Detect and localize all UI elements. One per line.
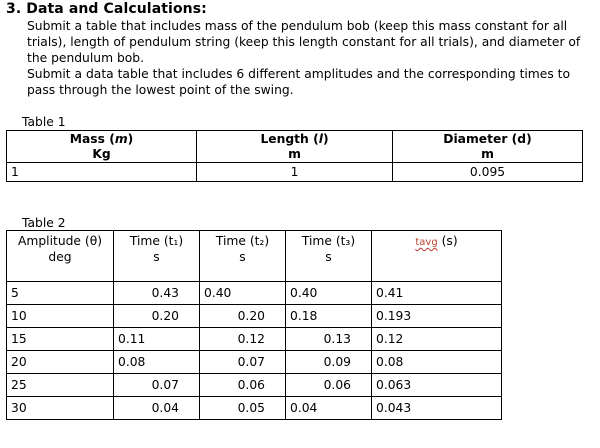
tavg-cell: 0.08 [372,351,502,374]
table2-header-row [7,231,502,282]
time3-header-unit: s [325,250,332,264]
amplitude-header-unit: deg [48,250,72,264]
time2-header-label: Time (t₂) [215,234,270,248]
time3-cell: 0.13 [286,328,372,351]
table-row [7,328,502,351]
time1-header [114,231,200,282]
length-header-label: Length ( [260,132,319,146]
table-row [7,282,502,305]
section-heading: 3. Data and Calculations: [6,1,207,17]
mass-value: 1 [7,163,197,182]
table-row [7,374,502,397]
time2-header [200,231,286,282]
amplitude-cell: 30 [7,397,114,420]
tavg-symbol: tavg [415,237,438,248]
time1-cell: 0.07 [114,374,200,397]
amplitude-cell: 20 [7,351,114,374]
diameter-header-label: Diameter (d) [443,132,532,146]
amplitude-cell: 25 [7,374,114,397]
time3-header [286,231,372,282]
table-2 [6,230,502,420]
mass-header-label: Mass ( [69,132,115,146]
table-row [7,351,502,374]
table-1 [6,130,583,182]
time1-cell: 0.08 [114,351,200,374]
time3-cell: 0.04 [286,397,372,420]
amplitude-cell: 5 [7,282,114,305]
time3-cell: 0.18 [286,305,372,328]
tavg-cell: 0.043 [372,397,502,420]
diameter-header-unit: m [481,147,494,161]
time2-cell: 0.12 [200,328,286,351]
table-row [7,397,502,420]
tavg-unit: (s) [441,234,458,248]
time3-cell: 0.40 [286,282,372,305]
length-header-unit: m [288,147,301,161]
amplitude-header [7,231,114,282]
amplitude-header-label: Amplitude (θ) [17,234,103,248]
time3-header-label: Time (t₃) [301,234,356,248]
tavg-cell: 0.41 [372,282,502,305]
tavg-cell: 0.063 [372,374,502,397]
time1-cell: 0.04 [114,397,200,420]
time1-header-unit: s [153,250,160,264]
time2-cell: 0.07 [200,351,286,374]
mass-header [7,131,197,163]
time2-cell: 0.40 [200,282,286,305]
mass-header-close: ) [127,132,134,146]
tavg-cell: 0.12 [372,328,502,351]
time3-cell: 0.06 [286,374,372,397]
time1-cell: 0.11 [114,328,200,351]
diameter-value: 0.095 [393,163,583,182]
length-value: 1 [197,163,393,182]
table1-data-row [7,163,583,182]
time2-cell: 0.06 [200,374,286,397]
table1-caption: Table 1 [22,115,66,129]
mass-header-unit: Kg [92,147,111,161]
instruction-paragraph-1: Submit a table that includes mass of the pendulum bob (keep this mass constant for all trials), length of pendulum string (keep this length constant for all trials), and diameter of the pendulum bob. [27,19,581,65]
time1-cell: 0.20 [114,305,200,328]
tavg-cell: 0.193 [372,305,502,328]
time2-header-unit: s [239,250,246,264]
length-header-close: ) [322,132,329,146]
table2-caption: Table 2 [22,216,66,230]
time1-header-label: Time (t₁) [129,234,184,248]
length-header-var: l [318,132,323,146]
tavg-header [372,231,502,282]
table1-header-row [7,131,583,163]
length-header [197,131,393,163]
table-row [7,305,502,328]
time1-cell: 0.43 [114,282,200,305]
diameter-header [393,131,583,163]
time3-cell: 0.09 [286,351,372,374]
mass-header-var: m [114,132,128,146]
time2-cell: 0.05 [200,397,286,420]
amplitude-cell: 10 [7,305,114,328]
time2-cell: 0.20 [200,305,286,328]
instruction-paragraph-2: Submit a data table that includes 6 different amplitudes and the corresponding times to pass through the lowest point of the swing. [27,67,571,97]
amplitude-cell: 15 [7,328,114,351]
